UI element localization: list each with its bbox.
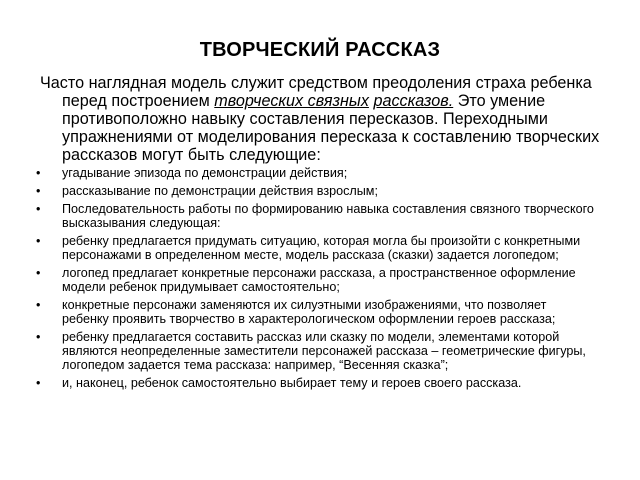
bullet-icon: • (36, 376, 41, 390)
intro-paragraph (40, 74, 622, 164)
list-item (36, 298, 596, 326)
list-item-text: ребенку предлагается составить рассказ или сказку по модели, элементами которой являются неопределенные заместители персонажей рассказа – геометрические фигуры, логопедом задается тема рассказа: например, “Весенняя сказка”; (62, 330, 586, 372)
list-item (36, 234, 596, 262)
slide-title: ТВОРЧЕСКИЙ РАССКАЗ (199, 39, 441, 61)
list-item (36, 184, 596, 198)
list-item (36, 166, 596, 180)
bullet-list (36, 166, 596, 394)
intro-emphasis-1: творческих связных (214, 92, 369, 110)
list-item (36, 330, 596, 372)
list-item (36, 376, 596, 390)
bullet-icon: • (36, 234, 41, 248)
bullet-icon: • (36, 330, 41, 344)
intro-text-before: Часто наглядная модель служит средством преодоления страха ребенка перед построением (40, 74, 592, 110)
list-item-text: логопед предлагает конкретные персонажи рассказа, а пространственное оформление модели ребенок придумывает самостоятельно; (62, 266, 576, 294)
list-item-text: рассказывание по демонстрации действия взрослым; (62, 184, 378, 198)
bullet-icon: • (36, 266, 41, 280)
intro-emphasis-2: рассказов. (373, 92, 454, 110)
list-item-text: угадывание эпизода по демонстрации действия; (62, 166, 348, 180)
list-item (36, 202, 596, 230)
list-item-text: и, наконец, ребенок самостоятельно выбирает тему и героев своего рассказа. (62, 376, 522, 390)
list-item-text: ребенку предлагается придумать ситуацию, которая могла бы произойти с конкретными персонажами в определенном месте, модель рассказа (сказки) задается логопедом; (62, 234, 581, 262)
bullet-icon: • (36, 166, 41, 180)
bullet-icon: • (36, 202, 41, 216)
intro-text-after: Это умение противоположно навыку составления пересказов. Переходными упражнениями от моделирования пересказа к составлению творческих рассказов могут быть следующие: (62, 92, 600, 164)
list-item-text: конкретные персонажи заменяются их силуэтными изображениями, что позволяет ребенку проявить творчество в характерологическом оформлении героев рассказа; (62, 298, 556, 326)
bullet-icon: • (36, 298, 41, 312)
list-item (36, 266, 596, 294)
list-item-text: Последовательность работы по формированию навыка составления связного творческого высказывания следующая: (62, 202, 594, 230)
bullet-icon: • (36, 184, 41, 198)
